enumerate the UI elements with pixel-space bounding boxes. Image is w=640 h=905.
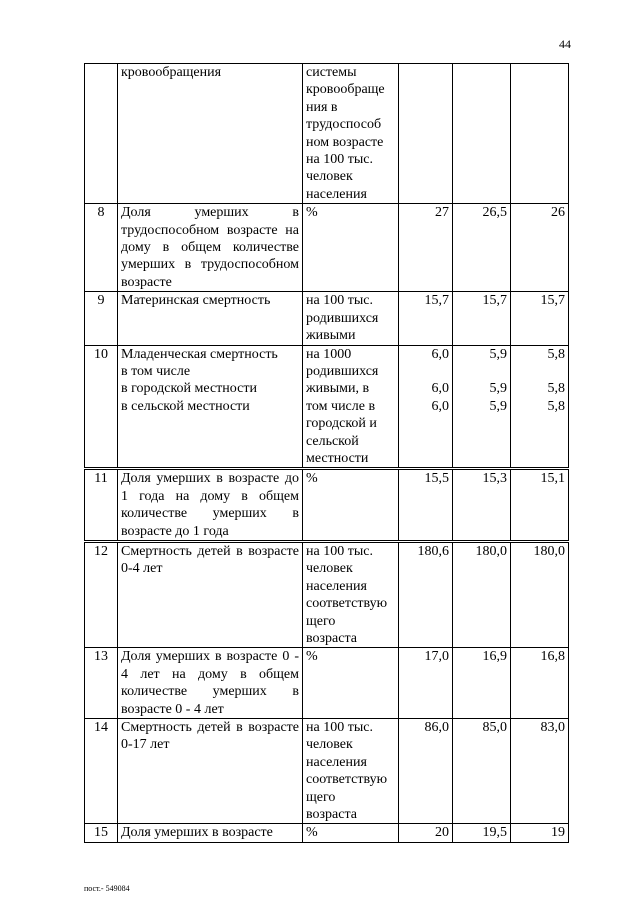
indicator-name [118,292,303,345]
unit-line: населения [306,754,367,770]
value-line: 5,8 [547,346,565,362]
value-line: 16,8 [540,649,565,665]
table-row [85,719,569,824]
indicator-name-line: Доля умерших в трудоспособном возрасте на дому в общем количестве умерших в трудоспособном возрасте [121,205,299,290]
unit-line: человек [306,561,353,577]
unit-of-measure [303,824,399,842]
indicator-name [118,64,303,204]
value-line: 15,7 [424,293,449,309]
value-year-2 [453,204,511,292]
value-line: 20 [435,825,449,841]
value-year-2 [453,469,511,542]
table-row [85,824,569,842]
value-line: 17,0 [424,649,449,665]
value-year-1 [399,541,453,647]
value-year-2 [453,719,511,824]
value-line: 19 [551,825,565,841]
value-line: 15,3 [482,471,507,487]
value-line: 180,0 [533,543,565,559]
unit-line: местности [306,450,369,466]
value-line: 5,9 [489,381,507,397]
table-row [85,204,569,292]
unit-of-measure [303,204,399,292]
unit-line: возраста [306,631,357,646]
value-line: 180,0 [475,543,507,559]
value-year-1 [399,64,453,204]
row-number: 8 [85,204,118,292]
value-line: 5,9 [489,346,507,362]
unit-of-measure [303,64,399,204]
unit-line: на 100 тыс. [306,293,373,309]
unit-line: системы [306,65,357,80]
unit-line: % [306,205,318,221]
value-line: 27 [435,205,449,221]
value-line: 83,0 [540,720,565,736]
value-year-2 [453,824,511,842]
indicator-name-line: Доля умерших в возрасте 0 - 4 лет на дому в общем количестве умерших в возрасте 0 - 4 лет [121,649,299,717]
indicator-name-line: Смертность детей в возрасте 0-17 лет [121,720,299,753]
value-line: 26 [551,205,565,221]
value-line: 19,5 [482,825,507,841]
indicator-name-line: Доля умерших в возрасте [121,825,273,841]
value-year-3 [511,469,569,542]
row-number: 12 [85,541,118,647]
unit-line: на 100 тыс. [306,720,373,736]
value-line: 6,0 [431,346,449,362]
value-year-3 [511,204,569,292]
unit-line: соответствую [306,772,388,788]
unit-line: щего [306,613,336,629]
indicator-name [118,719,303,824]
unit-line: ния в [306,99,338,115]
value-line: 15,1 [540,471,565,487]
footer-code: пост.- 549084 [84,884,130,893]
unit-line: на 100 тыс. [306,543,373,559]
row-number: 14 [85,719,118,824]
unit-of-measure [303,345,399,469]
row-number: 10 [85,345,118,469]
value-line [514,64,565,81]
unit-line: щего [306,789,336,805]
unit-line: городской и [306,416,377,432]
table-body [85,64,569,843]
unit-line: соответствую [306,596,388,612]
table-row [85,648,569,719]
value-year-2 [453,345,511,469]
unit-line: живыми [306,328,356,344]
unit-line: трудоспособ [306,117,382,133]
value-year-1 [399,719,453,824]
value-line: 86,0 [424,720,449,736]
row-number: 11 [85,469,118,542]
unit-line: % [306,649,318,665]
indicator-name-line: в том числе [121,363,191,379]
value-year-2 [453,292,511,345]
unit-of-measure [303,469,399,542]
indicator-name [118,824,303,842]
unit-line: % [306,825,318,841]
unit-line: % [306,471,318,487]
indicator-name-line: кровообращения [121,65,222,80]
value-line: 26,5 [482,205,507,221]
value-line: 6,0 [431,381,449,397]
indicator-name [118,469,303,542]
value-year-1 [399,824,453,842]
unit-line: кровообраще [306,82,385,98]
value-line: 5,9 [489,398,507,414]
unit-line: ном возрасте [306,134,384,150]
value-line: 16,9 [482,649,507,665]
unit-line: населения [306,186,367,202]
unit-line: сельской [306,433,359,449]
value-year-3 [511,345,569,469]
value-line [402,363,449,380]
value-year-1 [399,469,453,542]
unit-line: живыми, в [306,381,370,397]
value-year-1 [399,204,453,292]
value-year-3 [511,719,569,824]
unit-of-measure [303,541,399,647]
indicator-name-line: Смертность детей в возрасте 0-4 лет [121,543,299,577]
value-year-1 [399,648,453,719]
unit-of-measure [303,292,399,345]
table-row [85,292,569,345]
unit-line: том числе в [306,398,376,414]
row-number: 13 [85,648,118,719]
table-row [85,469,569,542]
value-line [514,363,565,380]
table-row [85,345,569,469]
page-number: 44 [559,37,571,51]
value-year-3 [511,824,569,842]
indicator-name-line: Младенческая смертность [121,346,278,362]
row-number: 9 [85,292,118,345]
value-line: 15,7 [540,293,565,309]
value-line: 15,7 [482,293,507,309]
value-line [402,64,449,81]
value-year-2 [453,648,511,719]
value-line: 180,6 [417,543,449,559]
indicator-name [118,345,303,469]
value-year-2 [453,64,511,204]
indicator-name [118,648,303,719]
table-row [85,64,569,204]
unit-line: возраста [306,807,357,823]
value-line [456,64,507,81]
table-row [85,541,569,647]
value-line: 6,0 [431,398,449,414]
value-year-2 [453,541,511,647]
unit-of-measure [303,648,399,719]
unit-line: на 1000 [306,346,352,362]
value-year-3 [511,292,569,345]
value-year-3 [511,648,569,719]
unit-line: человек [306,737,353,753]
unit-line: родившихся [306,363,379,379]
unit-line: населения [306,578,367,594]
value-year-3 [511,541,569,647]
value-line: 5,8 [547,381,565,397]
indicator-name-line: Доля умерших в возрасте до 1 года на дому в общем количестве умерших в возрасте до 1 года [121,471,299,539]
value-line: 85,0 [482,720,507,736]
unit-of-measure [303,719,399,824]
indicator-name [118,541,303,647]
value-line [456,363,507,380]
row-number: 15 [85,824,118,842]
value-line: 15,5 [424,471,449,487]
indicator-name [118,204,303,292]
unit-line: на 100 тыс. [306,152,373,168]
value-year-1 [399,345,453,469]
value-year-1 [399,292,453,345]
indicator-name-line: Материнская смертность [121,293,271,309]
indicator-name-line: в городской местности [121,381,257,397]
indicators-table [84,63,569,843]
value-line: 5,8 [547,398,565,414]
unit-line: родившихся [306,310,379,326]
row-number [85,64,118,204]
value-year-3 [511,64,569,204]
indicator-name-line: в сельской местности [121,398,250,414]
unit-line: человек [306,169,353,185]
